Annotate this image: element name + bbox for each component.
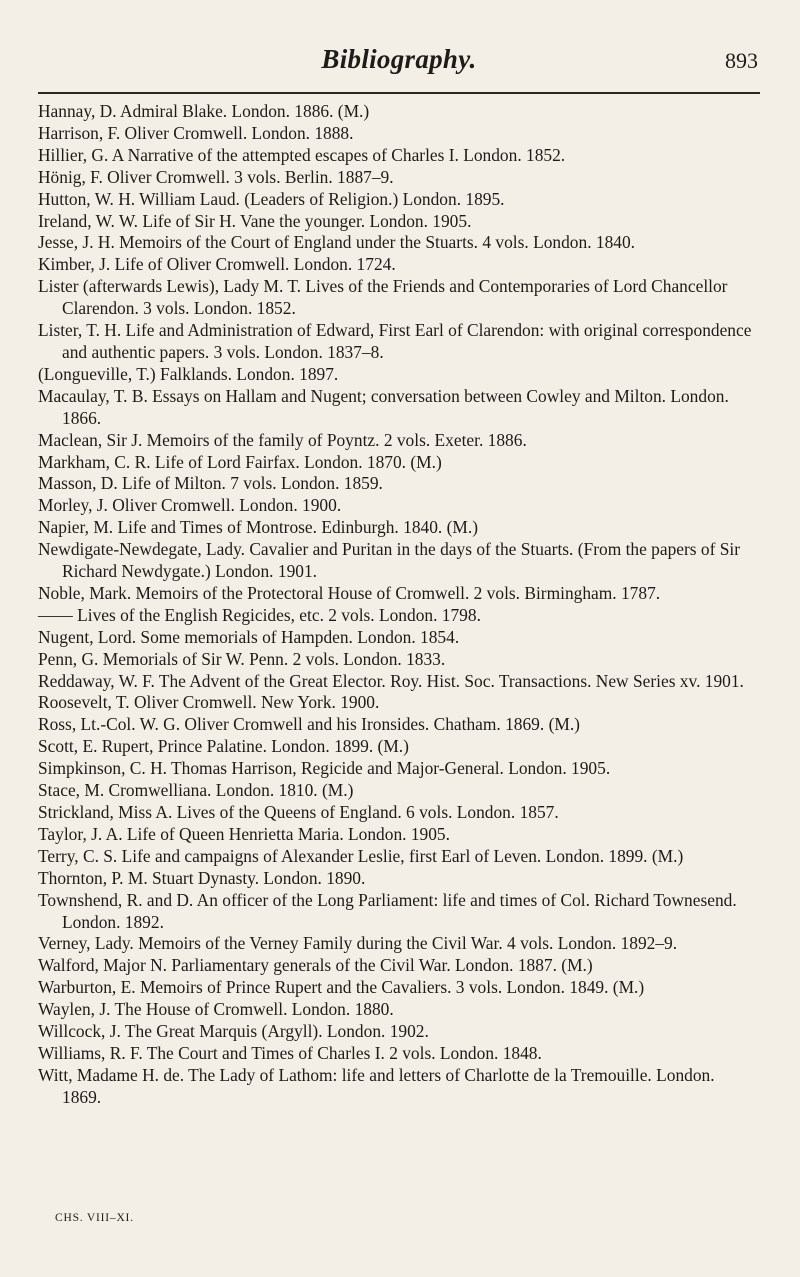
bibliography-entry: Masson, D. Life of Milton. 7 vols. London. 1859. <box>38 473 383 494</box>
bibliography-entry: Kimber, J. Life of Oliver Cromwell. London. 1724. <box>38 254 396 275</box>
running-title: Bibliography. <box>321 44 477 74</box>
bibliography-entry: Reddaway, W. F. The Advent of the Great Elector. Roy. Hist. Soc. Transactions. New Series xv. 1901. <box>38 670 744 691</box>
header-rule <box>38 92 760 94</box>
page-header <box>40 44 758 84</box>
bibliography-entry: Lister (afterwards Lewis), Lady M. T. Lives of the Friends and Contemporaries of Lord Chancellor Clarendon. 3 vols. London. 1852. <box>38 276 728 319</box>
bibliography-entry: Stace, M. Cromwelliana. London. 1810. (M.) <box>38 780 354 801</box>
bibliography-entry: Jesse, J. H. Memoirs of the Court of England under the Stuarts. 4 vols. London. 1840. <box>38 232 636 253</box>
bibliography-entry: Witt, Madame H. de. The Lady of Lathom: life and letters of Charlotte de la Tremouille. London. 1869. <box>38 1064 715 1107</box>
bibliography-entry: Morley, J. Oliver Cromwell. London. 1900. <box>38 495 342 516</box>
bibliography-entry: Napier, M. Life and Times of Montrose. Edinburgh. 1840. (M.) <box>38 517 478 538</box>
bibliography-entry: Ross, Lt.-Col. W. G. Oliver Cromwell and his Ironsides. Chatham. 1869. (M.) <box>38 714 580 735</box>
bibliography-entry: Simpkinson, C. H. Thomas Harrison, Regicide and Major-General. London. 1905. <box>38 758 611 779</box>
bibliography-entry: Roosevelt, T. Oliver Cromwell. New York. 1900. <box>38 692 380 713</box>
bibliography-entry: Verney, Lady. Memoirs of the Verney Family during the Civil War. 4 vols. London. 1892–9. <box>38 933 678 954</box>
bibliography-entry: Macaulay, T. B. Essays on Hallam and Nugent; conversation between Cowley and Milton. London. 1866. <box>38 385 729 428</box>
bibliography-entry: Strickland, Miss A. Lives of the Queens of England. 6 vols. London. 1857. <box>38 802 559 822</box>
bibliography-entry: Newdigate-Newdegate, Lady. Cavalier and Puritan in the days of the Stuarts. (From the papers of Sir Richard Newdygate.) London. 1901. <box>38 539 741 582</box>
bibliography-entry: Waylen, J. The House of Cromwell. London. 1880. <box>38 999 394 1020</box>
bibliography-entry: (Longueville, T.) Falklands. London. 1897. <box>38 363 339 384</box>
bibliography-entry: Nugent, Lord. Some memorials of Hampden. London. 1854. <box>38 626 460 647</box>
signature-mark: CHS. VIII–XI. <box>55 1212 134 1224</box>
bibliography-entry: Scott, E. Rupert, Prince Palatine. London. 1899. (M.) <box>38 736 409 757</box>
bibliography-entry: Noble, Mark. Memoirs of the Protectoral House of Cromwell. 2 vols. Birmingham. 1787. <box>38 582 661 603</box>
bibliography-entry: Maclean, Sir J. Memoirs of the family of Poyntz. 2 vols. Exeter. 1886. <box>38 429 527 450</box>
bibliography-entry: Warburton, E. Memoirs of Prince Rupert and the Cavaliers. 3 vols. London. 1849. (M.) <box>38 977 645 998</box>
page-number: 893 <box>725 48 758 73</box>
bibliography-entry: Townshend, R. and D. An officer of the Long Parliament: life and times of Col. Richard Townesend. London. 1892. <box>38 889 737 932</box>
bibliography-entry: Ireland, W. W. Life of Sir H. Vane the younger. London. 1905. <box>38 210 472 231</box>
bibliography-list <box>38 101 758 1109</box>
bibliography-entry: Terry, C. S. Life and campaigns of Alexander Leslie, first Earl of Leven. London. 1899. (M.) <box>38 845 684 866</box>
bibliography-entry: Harrison, F. Oliver Cromwell. London. 1888. <box>38 122 354 143</box>
bibliography-entry: —— Lives of the English Regicides, etc. 2 vols. London. 1798. <box>38 604 481 625</box>
bibliography-entry: Markham, C. R. Life of Lord Fairfax. London. 1870. (M.) <box>38 451 442 472</box>
bibliography-entry: Walford, Major N. Parliamentary generals of the Civil War. London. 1887. (M.) <box>38 955 593 976</box>
bibliography-entry: Taylor, J. A. Life of Queen Henrietta Maria. London. 1905. <box>38 823 450 844</box>
bibliography-entry: Willcock, J. The Great Marquis (Argyll). London. 1902. <box>38 1021 429 1042</box>
bibliography-entry: Hillier, G. A Narrative of the attempted escapes of Charles I. London. 1852. <box>38 144 566 165</box>
bibliography-entry: Lister, T. H. Life and Administration of Edward, First Earl of Clarendon: with original correspondence and authentic papers. 3 vols. London. 1837–8. <box>38 320 752 362</box>
bibliography-entry: Hutton, W. H. William Laud. (Leaders of Religion.) London. 1895. <box>38 188 505 209</box>
bibliography-entry: Thornton, P. M. Stuart Dynasty. London. 1890. <box>38 867 366 888</box>
bibliography-entry: Penn, G. Memorials of Sir W. Penn. 2 vols. London. 1833. <box>38 648 446 669</box>
bibliography-entry: Hannay, D. Admiral Blake. London. 1886. (M.) <box>38 101 370 121</box>
bibliography-entry: Hönig, F. Oliver Cromwell. 3 vols. Berlin. 1887–9. <box>38 166 394 187</box>
bibliography-entry: Williams, R. F. The Court and Times of Charles I. 2 vols. London. 1848. <box>38 1042 542 1063</box>
